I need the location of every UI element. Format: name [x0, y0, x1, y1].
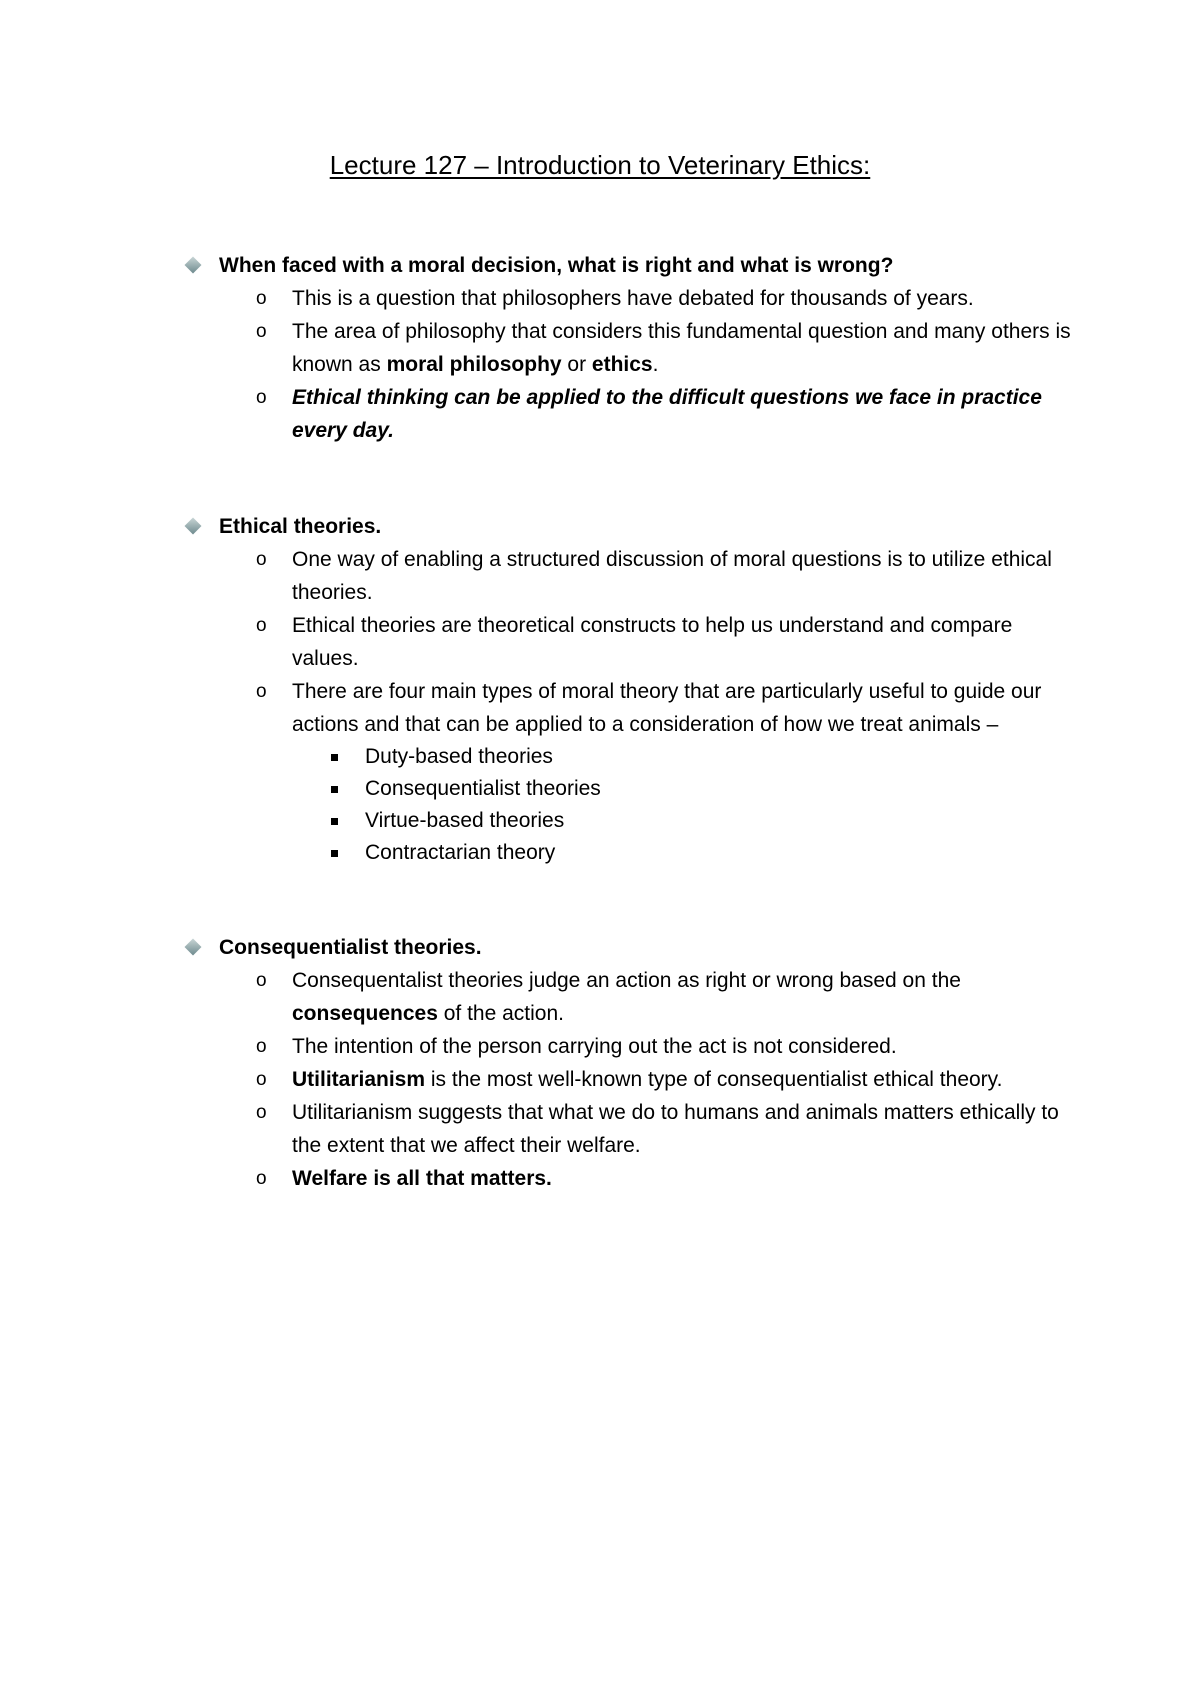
list-item: o Utilitarianism suggests that what we do to humans and animals matters ethically to the extent that we affect their welfare. — [292, 1096, 1072, 1162]
section-moral-decision — [0, 250, 1200, 447]
theory-item: Duty-based theories — [365, 741, 1072, 773]
circle-bullet-icon: o — [256, 549, 267, 570]
section-ethical-theories — [0, 511, 1200, 869]
diamond-bullet-icon — [185, 939, 202, 956]
sub-list — [0, 543, 1200, 869]
theory-item: Contractarian theory — [365, 837, 1072, 869]
list-item: o Ethical theories are theoretical constructs to help us understand and compare values. — [292, 609, 1072, 675]
list-item: o Ethical thinking can be applied to the difficult questions we face in practice every day. — [292, 381, 1072, 447]
square-bullet-icon — [331, 786, 338, 793]
circle-bullet-icon: o — [256, 615, 267, 636]
square-bullet-icon — [331, 754, 338, 761]
theory-item: Consequentialist theories — [365, 773, 1072, 805]
square-bullet-icon — [331, 850, 338, 857]
circle-bullet-icon: o — [256, 1036, 267, 1057]
sub-list — [0, 964, 1200, 1195]
page-title: Lecture 127 – Introduction to Veterinary Ethics: — [329, 150, 871, 180]
sub-list — [0, 282, 1200, 447]
section-heading: Ethical theories. — [219, 511, 1200, 543]
list-item: o There are four main types of moral theory that are particularly useful to guide our actions and that can be applied to a consideration of how we treat animals – Duty-based theories Consequentialist theories Virtue-based theories Contractarian theory — [292, 675, 1072, 869]
circle-bullet-icon: o — [256, 387, 267, 408]
circle-bullet-icon: o — [256, 1102, 267, 1123]
list-item: o One way of enabling a structured discussion of moral questions is to utilize ethical theories. — [292, 543, 1072, 609]
list-item: o The area of philosophy that considers this fundamental question and many others is known as moral philosophy or ethics. — [292, 315, 1072, 381]
theory-item: Virtue-based theories — [365, 805, 1072, 837]
section-heading: When faced with a moral decision, what is right and what is wrong? — [219, 250, 1200, 282]
theory-list — [292, 741, 1072, 869]
list-item: o Consequentalist theories judge an action as right or wrong based on the consequences of the action. — [292, 964, 1072, 1030]
section-consequentialist — [0, 932, 1200, 1195]
circle-bullet-icon: o — [256, 1168, 267, 1189]
list-item: o This is a question that philosophers have debated for thousands of years. — [292, 282, 1072, 315]
square-bullet-icon — [331, 818, 338, 825]
list-item: o Utilitarianism is the most well-known type of consequentialist ethical theory. — [292, 1063, 1072, 1096]
circle-bullet-icon: o — [256, 321, 267, 342]
list-item: o The intention of the person carrying out the act is not considered. — [292, 1030, 1072, 1063]
circle-bullet-icon: o — [256, 288, 267, 309]
section-heading: Consequentialist theories. — [219, 932, 1200, 964]
diamond-bullet-icon — [185, 257, 202, 274]
circle-bullet-icon: o — [256, 970, 267, 991]
circle-bullet-icon: o — [256, 681, 267, 702]
diamond-bullet-icon — [185, 518, 202, 535]
list-item: o Welfare is all that matters. — [292, 1162, 1072, 1195]
circle-bullet-icon: o — [256, 1069, 267, 1090]
